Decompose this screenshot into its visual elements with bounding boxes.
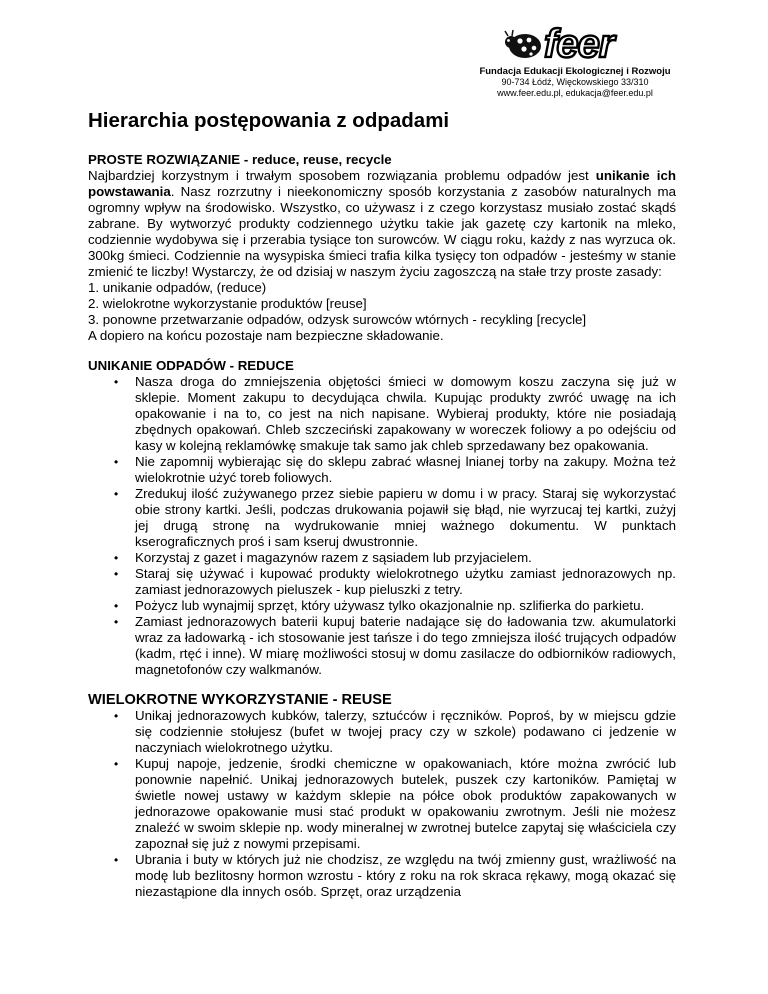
intro-bold-text: unikanie ich powstawania xyxy=(88,168,676,199)
list-item-text: Pożycz lub wynajmij sprzęt, który używasz tylko okazjonalnie np. szlifierka do parkietu. xyxy=(135,598,645,613)
bullet-icon: • xyxy=(114,599,119,613)
org-address: 90-734 Łódź, Więckowskiego 33/310 xyxy=(501,77,649,87)
page-title: Hierarchia postępowania z odpadami xyxy=(88,109,450,132)
intro-paragraph xyxy=(88,168,676,280)
closing-line: A dopiero na końcu pozostaje nam bezpieczne składowanie. xyxy=(88,328,444,343)
list-item xyxy=(88,566,676,598)
intro-text-a: Najbardziej korzystnym i trwałym sposobem rozwiązania problemu odpadów jest xyxy=(88,168,596,183)
section-heading-simple-solution: PROSTE ROZWIĄZANIE - reduce, reuse, recycle xyxy=(88,152,392,167)
list-item xyxy=(88,550,676,566)
bullet-icon: • xyxy=(114,709,119,723)
list-item-text: Nie zapomnij wybierając się do sklepu zabrać własnej lnianej torby na zakupy. Można też wielokrotnie użyć toreb foliowych. xyxy=(135,454,676,485)
list-item-text: Nasza droga do zmniejszenia objętości śmieci w domowym koszu zaczyna się już w sklepie. Moment zakupu to decydująca chwila. Kupując produkty zwróć uwagę na ich opakowanie i na to, co jest na nich napisane. Wybieraj produkty, które nie posiadają zbędnych opakowań. Chleb szczeciński zapakowany w woreczek foliowy a po odejściu od kasy w kolejną reklamówkę smakuje tak samo jak chleb sprzedawany bez opakowania. xyxy=(135,374,676,453)
org-name: Fundacja Edukacji Ekologicznej i Rozwoju xyxy=(479,66,671,77)
bullet-icon: • xyxy=(114,551,119,565)
list-item xyxy=(88,454,676,486)
section-heading-reuse: WIELOKROTNE WYKORZYSTANIE - REUSE xyxy=(88,692,392,708)
bullet-icon: • xyxy=(114,757,119,771)
bullet-icon: • xyxy=(114,487,119,501)
svg-text:feer: feer xyxy=(544,26,614,62)
list-item-text: Staraj się używać i kupować produkty wielokrotnego użytku zamiast jednorazowych np. zamiast jednorazowych pieluszek - kup pieluszki z tetry. xyxy=(135,566,676,597)
rule-2: 2. wielokrotne wykorzystanie produktów [reuse] xyxy=(88,296,367,311)
bullet-icon: • xyxy=(114,853,119,867)
main-content xyxy=(88,108,676,900)
rule-1: 1. unikanie odpadów, (reduce) xyxy=(88,280,267,295)
list-item-text: Kupuj napoje, jedzenie, środki chemiczne w opakowaniach, które można zwrócić lub ponownie napełnić. Unikaj jednorazowych butelek, puszek czy kartoników. Pamiętaj w świetle nowej ustawy w każdym sklepie na półce obok produktów zapakowanych w jednorazowe opakowanie musi stać produkt w opakowaniu zwrotnym. Jeśli nie możesz znaleźć w swoim sklepie np. wody mineralnej w zwrotnej butelce zapytaj się właściciela czy zapoznał się już z nowymi przepisami. xyxy=(135,756,676,851)
list-item-text: Korzystaj z gazet i magazynów razem z sąsiadem lub przyjacielem. xyxy=(135,550,532,565)
list-item xyxy=(88,756,676,852)
list-item xyxy=(88,614,676,678)
rule-3: 3. ponowne przetwarzanie odpadów, odzysk surowców wtórnych - recykling [recycle] xyxy=(88,312,587,327)
list-item xyxy=(88,852,676,900)
list-item xyxy=(88,598,676,614)
list-item-text: Zredukuj ilość zużywanego przez siebie papieru w domu i w pracy. Staraj się wykorzystać obie strony kartki. Jeśli, podczas drukowania pojawił się błąd, nie wyrzucaj tej kartki, zużyj jej drugą stronę na wydrukowanie mniej ważnego dokumentu. W punktach kserograficznych proś i sam kseruj dwustronnie. xyxy=(135,486,676,549)
org-contact: www.feer.edu.pl, edukacja@feer.edu.pl xyxy=(497,88,653,98)
bullet-icon: • xyxy=(114,455,119,469)
reduce-list xyxy=(88,374,676,678)
header xyxy=(430,24,720,99)
bullet-icon: • xyxy=(114,615,119,629)
list-item xyxy=(88,486,676,550)
reuse-list xyxy=(88,708,676,900)
list-item xyxy=(88,374,676,454)
bullet-icon: • xyxy=(114,567,119,581)
ladybug-icon xyxy=(504,28,544,60)
intro-text-b: . Nasz rozrzutny i nieekonomiczny sposób korzystania z zasobów naturalnych ma ogromny wpływ na środowisko. Wszystko, co używasz i z czego korzystasz musiało zostać skądś zabrane. By wytworzyć produkty codziennego użytku takie jak gazetę czy kartonik na mleko, codziennie wydobywa się i przerabia tysiące ton surowców. W ciągu roku, każdy z nas wyrzuca ok. 300kg śmieci. Codziennie na wysypiska śmieci trafia kilka tysięcy ton odpadów - jesteśmy w stanie zmienić te liczby! Wystarczy, że od dzisiaj w naszym życiu zagoszczą na stałe trzy proste zasady: xyxy=(88,184,676,279)
bullet-icon: • xyxy=(114,375,119,389)
feer-wordmark xyxy=(544,26,646,62)
feer-logo xyxy=(430,24,720,64)
list-item xyxy=(88,708,676,756)
list-item-text: Unikaj jednorazowych kubków, talerzy, sztućców i ręczników. Poproś, by w miejscu gdzie się codziennie stołujesz (bufet w twojej pracy czy w szkole) podawano ci jedzenie w naczyniach wielokrotnego użytku. xyxy=(135,708,676,755)
section-heading-reduce: UNIKANIE ODPADÓW - REDUCE xyxy=(88,358,294,373)
list-item-text: Ubrania i buty w których już nie chodzisz, ze względu na twój zmienny gust, wrażliwość na modę lub bezlitosny hormon wzrostu - który z roku na rok skraca rękawy, mogą okazać się niezastąpione dla innych osób. Sprzęt, oraz urządzenia xyxy=(135,852,676,899)
list-item-text: Zamiast jednorazowych baterii kupuj baterie nadające się do ładowania tzw. akumulatorki wraz za ładowarką - ich stosowanie jest tańsze i do tego zmniejsza ilość trujących odpadów (kadm, rtęć i inne). W miarę możliwości stosuj w domu zasilacze do odbiorników radiowych, magnetofonów czy walkmanów. xyxy=(135,614,676,677)
